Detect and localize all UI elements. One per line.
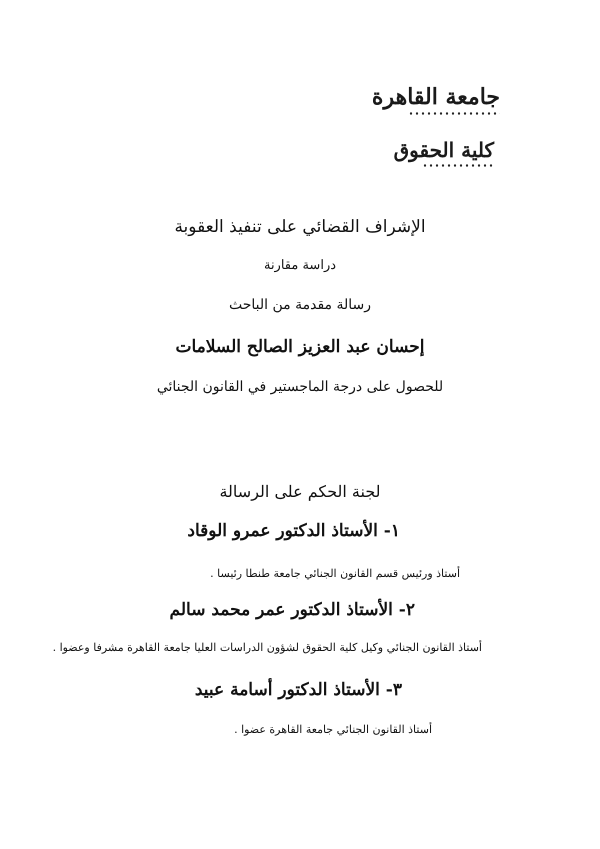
researcher-name: إحسان عبد العزيز الصالح السلامات xyxy=(175,337,425,357)
cairo-university-logo xyxy=(372,86,500,116)
university-logo-text: جامعة القاهرة xyxy=(371,84,500,110)
committee-member-name: ١- الأستاذ الدكتور عمرو الوقاد xyxy=(187,521,400,541)
committee-member-description: أستاذ القانون الجنائي وكيل كلية الحقوق لشؤون الدراسات العليا جامعة القاهرة مشرفا وعضوا . xyxy=(52,641,482,654)
degree-line: للحصول على درجة الماجستير في القانون الجنائي xyxy=(156,379,444,395)
logo-ornament xyxy=(422,163,494,168)
committee-member-description: أستاذ القانون الجنائي جامعة القاهرة عضوا . xyxy=(234,723,432,736)
logo-ornament xyxy=(408,111,500,116)
faculty-logo-text: كلية الحقوق xyxy=(393,138,494,162)
presented-by-line: رسالة مقدمة من الباحث xyxy=(228,297,372,313)
committee-heading: لجنة الحكم على الرسالة xyxy=(219,482,381,501)
thesis-subtitle: دراسة مقارنة xyxy=(263,258,337,273)
committee-member-name: ٢- الأستاذ الدكتور عمر محمد سالم xyxy=(169,600,415,620)
committee-member-description: أستاذ ورئيس قسم القانون الجنائي جامعة طنطا رئيسا . xyxy=(210,567,460,580)
committee-member-name: ٣- الأستاذ الدكتور أسامة عبيد xyxy=(194,680,402,700)
thesis-title: الإشراف القضائي على تنفيذ العقوبة xyxy=(174,217,426,237)
faculty-of-law-logo xyxy=(394,140,494,168)
